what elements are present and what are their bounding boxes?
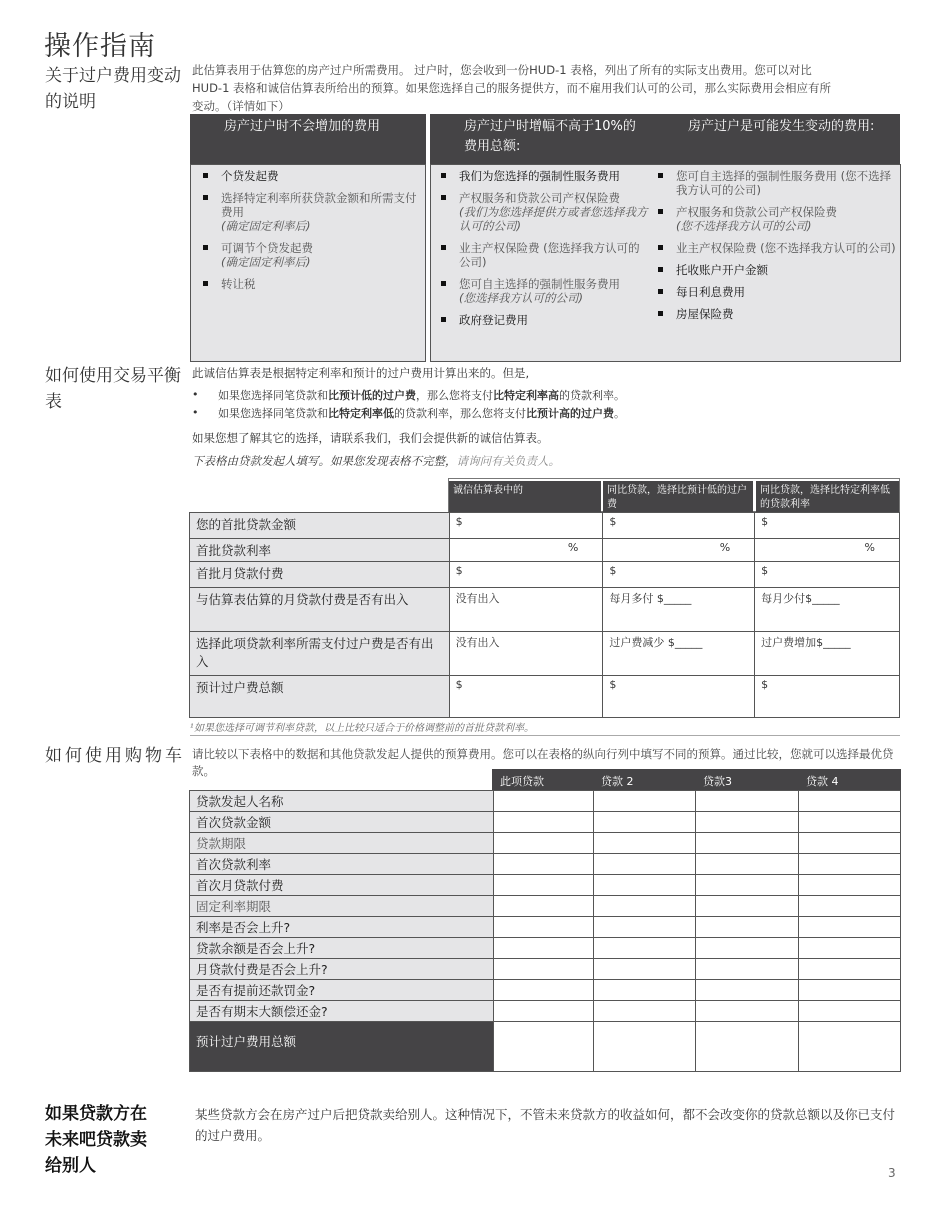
tradeoff-row: [190, 632, 900, 676]
tradeoff-footnote: ¹如果您选择可调节利率贷款，以上比较只适合于价格调整前的首批贷款利率。: [190, 723, 535, 734]
cost-item: 转让税: [199, 277, 417, 291]
tradeoff-lead: 此诚信估算表是根据特定利率和预计的过户费用计算出来的。但是,: [192, 366, 530, 380]
tradeoff-cell[interactable]: $: [755, 676, 900, 718]
shopping-cell[interactable]: [493, 917, 594, 938]
shopping-row-label: 利率是否会上升?: [190, 917, 494, 938]
section-heading-loan-sale: 如果贷款方在未来吧贷款卖给别人: [45, 1104, 147, 1176]
cost-item: 您可自主选择的强制性服务费用 (您不选择我方认可的公司): [654, 169, 896, 197]
tradeoff-bullet-1: 如果您选择同笔贷款和比预计低的过户费，那么您将支付比特定利率高的贷款利率。: [218, 389, 625, 402]
tradeoff-cell[interactable]: 过户费增加$_____: [755, 632, 900, 676]
loan-sale-paragraph: 某些贷款方会在房产过户后把贷款卖给别人。这种情况下，不管未来贷款方的收益如何，都不会改变你的贷款总额以及你已支付的过户费用。: [195, 1107, 896, 1143]
column-header-no-increase: 房产过户时不会增加的费用: [190, 114, 426, 166]
tradeoff-row-label: 首批贷款利率: [190, 539, 450, 562]
shopping-col-header: 此项贷款: [500, 775, 544, 788]
tradeoff-col-header-1: 诚信估算表中的: [449, 481, 601, 512]
shopping-row: [190, 917, 901, 938]
cost-item: 选择特定利率所获贷款金额和所需支付费用 (确定固定利率后): [199, 191, 417, 233]
column-body-may-change: [654, 164, 901, 362]
shopping-cell[interactable]: [799, 980, 901, 1001]
tradeoff-cell[interactable]: 每月多付 $_____: [603, 588, 755, 632]
shopping-cell[interactable]: [799, 875, 901, 896]
section-heading-tradeoff: 如何使用交易平衡表: [45, 366, 181, 412]
tradeoff-instruction: 下表格由贷款发起人填写。如果您发现表格不完整，请询问有关负责人。: [192, 454, 560, 468]
shopping-total-cell[interactable]: [696, 1022, 799, 1072]
shopping-cell[interactable]: [493, 812, 594, 833]
shopping-cell[interactable]: [799, 1001, 901, 1022]
shopping-row-label: 贷款余额是否会上升?: [190, 938, 494, 959]
shopping-total-row: [190, 1022, 901, 1072]
shopping-cell[interactable]: [799, 959, 901, 980]
shopping-cell[interactable]: [696, 854, 799, 875]
tradeoff-cell[interactable]: $: [603, 513, 755, 539]
shopping-row-label: 首次贷款金额: [190, 812, 494, 833]
tradeoff-row: [190, 539, 900, 562]
tradeoff-col-header-3: 同比贷款，选择比特定利率低的贷款利率: [756, 481, 899, 512]
cost-item: 房屋保险费: [654, 307, 896, 321]
shopping-header-bar: [492, 769, 901, 790]
cost-item: 我们为您选择的强制性服务费用: [437, 169, 648, 183]
tradeoff-row-label: 您的首批贷款金额: [190, 513, 450, 539]
shopping-cell[interactable]: [696, 959, 799, 980]
shopping-cell[interactable]: [594, 980, 696, 1001]
shopping-cell[interactable]: [696, 896, 799, 917]
cost-item: 产权服务和贷款公司产权保险费 (您不选择我方认可的公司): [654, 205, 896, 233]
shopping-row: [190, 980, 901, 1001]
shopping-cell[interactable]: [493, 1001, 594, 1022]
shopping-cell[interactable]: [594, 896, 696, 917]
tradeoff-bullet-2: 如果您选择同笔贷款和比特定利率低的贷款利率，那么您将支付比预计高的过户费。: [218, 407, 625, 420]
tradeoff-cell[interactable]: 每月少付$_____: [755, 588, 900, 632]
bullet-dot: •: [192, 388, 199, 401]
tradeoff-row: [190, 588, 900, 632]
shopping-cell[interactable]: [594, 1001, 696, 1022]
column-body-no-increase: [190, 164, 426, 362]
shopping-col-header: 贷款 2: [601, 775, 634, 788]
shopping-cell[interactable]: [799, 917, 901, 938]
shopping-row-label: 是否有提前还款罚金?: [190, 980, 494, 1001]
shopping-total-label: 预计过户费用总额: [190, 1022, 494, 1072]
shopping-cell[interactable]: [493, 959, 594, 980]
shopping-cell[interactable]: [493, 833, 594, 854]
tradeoff-cell[interactable]: $: [449, 513, 603, 539]
tradeoff-table: [189, 512, 900, 718]
tradeoff-cell[interactable]: $: [755, 513, 900, 539]
shopping-cell[interactable]: [696, 1001, 799, 1022]
shopping-intro: 请比较以下表格中的数据和其他贷款发起人提供的预算费用。您可以在表格的纵向行列中填写不同的预算。通过比较，您就可以选择最优贷款。: [192, 747, 894, 778]
tradeoff-row-label: 与估算表估算的月贷款付费是否有出入: [190, 588, 450, 632]
shopping-total-cell[interactable]: [799, 1022, 901, 1072]
column-body-ten-percent: [430, 164, 655, 362]
cost-item: 产权服务和贷款公司产权保险费 (我们为您选择提供方或者您选择我方认可的公司): [437, 191, 648, 233]
shopping-row-label: 月贷款付费是否会上升?: [190, 959, 494, 980]
shopping-row: [190, 833, 901, 854]
shopping-cell[interactable]: [799, 854, 901, 875]
cost-item: 政府登记费用: [437, 313, 648, 327]
shopping-cell[interactable]: [493, 875, 594, 896]
tradeoff-cell[interactable]: $: [603, 676, 755, 718]
shopping-row-label: 首次贷款利率: [190, 854, 494, 875]
tradeoff-cell[interactable]: $: [449, 562, 603, 588]
shopping-cell[interactable]: [594, 938, 696, 959]
tradeoff-cell[interactable]: $: [603, 562, 755, 588]
shopping-cell[interactable]: [493, 938, 594, 959]
shopping-row: [190, 812, 901, 833]
tradeoff-col-header-2: 同比贷款，选择比预计低的过户费: [603, 481, 753, 512]
shopping-cell[interactable]: [493, 896, 594, 917]
shopping-cell[interactable]: [594, 875, 696, 896]
shopping-row: [190, 1001, 901, 1022]
section-heading-closing-cost-changes: 关于过户费用变动的说明: [45, 66, 181, 112]
intro-paragraph: 此估算表用于估算您的房产过户所需费用。 过户时，您会收到一份HUD-1 表格，列出了所有的实际支出费用。您可以对比 HUD-1 表格和诚信估算表所给出的预算。如果您选择自己的服务提供方，而不雇用我们认可的公司，那么实际费用会相应有所变动。（详情如下）: [192, 63, 832, 113]
shopping-row-label: 固定利率期限: [190, 896, 494, 917]
page-number: 3: [888, 1166, 896, 1180]
shopping-cell[interactable]: [799, 812, 901, 833]
bullet-dot: •: [192, 406, 199, 419]
tradeoff-row: [190, 676, 900, 718]
shopping-row: [190, 854, 901, 875]
tradeoff-row-label: 预计过户费总额: [190, 676, 450, 718]
shopping-cell[interactable]: [696, 875, 799, 896]
tradeoff-row-label: 首批月贷款付费: [190, 562, 450, 588]
shopping-row: [190, 791, 901, 812]
tradeoff-contact: 如果您想了解其它的选择，请联系我们，我们会提供新的诚信估算表。: [192, 431, 549, 445]
shopping-cell[interactable]: [594, 812, 696, 833]
cost-item: 您可自主选择的强制性服务费用 (您选择我方认可的公司): [437, 277, 648, 305]
shopping-cell[interactable]: [594, 833, 696, 854]
cost-item: 个贷发起费: [199, 169, 417, 183]
cost-item: 业主产权保险费 (您选择我方认可的公司): [437, 241, 648, 269]
tradeoff-cell[interactable]: %: [603, 539, 755, 562]
tradeoff-cell[interactable]: %: [755, 539, 900, 562]
shopping-cell[interactable]: [493, 980, 594, 1001]
shopping-cell[interactable]: [696, 833, 799, 854]
shopping-cell[interactable]: [696, 980, 799, 1001]
shopping-row: [190, 938, 901, 959]
shopping-row: [190, 959, 901, 980]
shopping-cell[interactable]: [799, 896, 901, 917]
shopping-cell[interactable]: [799, 791, 901, 812]
shopping-cell[interactable]: [594, 917, 696, 938]
shopping-cell[interactable]: [696, 812, 799, 833]
shopping-cell[interactable]: [696, 917, 799, 938]
page-title: 操作指南: [44, 31, 156, 62]
shopping-cell[interactable]: [493, 791, 594, 812]
shopping-row: [190, 896, 901, 917]
tradeoff-row: [190, 513, 900, 539]
tradeoff-row: [190, 562, 900, 588]
tradeoff-cell[interactable]: %: [449, 539, 603, 562]
tradeoff-cell[interactable]: $: [755, 562, 900, 588]
divider: [190, 735, 900, 736]
cost-item: 托收账户开户金额: [654, 263, 896, 277]
shopping-row-label: 贷款发起人名称: [190, 791, 494, 812]
shopping-col-header: 贷款 4: [806, 775, 839, 788]
tradeoff-cell[interactable]: $: [449, 676, 603, 718]
shopping-cell[interactable]: [799, 833, 901, 854]
shopping-row: [190, 875, 901, 896]
shopping-cell[interactable]: [594, 791, 696, 812]
cost-item: 每日利息费用: [654, 285, 896, 299]
shopping-col-header: 贷款3: [703, 775, 732, 788]
column-header-ten-percent: 房产过户时增幅不高于10%的费用总额:: [464, 119, 636, 154]
column-header-may-change: 房产过户是可能发生变动的费用:: [688, 119, 875, 134]
cost-item: 可调节个贷发起费 (确定固定利率后): [199, 241, 417, 269]
tradeoff-cell[interactable]: 没有出入: [449, 588, 603, 632]
shopping-table: [189, 790, 901, 1072]
shopping-total-cell[interactable]: [594, 1022, 696, 1072]
shopping-cell[interactable]: [594, 854, 696, 875]
tradeoff-cell[interactable]: 没有出入: [449, 632, 603, 676]
shopping-cell[interactable]: [594, 959, 696, 980]
shopping-row-label: 贷款期限: [190, 833, 494, 854]
shopping-cell[interactable]: [799, 938, 901, 959]
shopping-total-cell[interactable]: [493, 1022, 594, 1072]
tradeoff-row-label: 选择此项贷款利率所需支付过户费是否有出入: [190, 632, 450, 676]
shopping-row-label: 是否有期末大额偿还金?: [190, 1001, 494, 1022]
shopping-cell[interactable]: [696, 938, 799, 959]
shopping-row-label: 首次月贷款付费: [190, 875, 494, 896]
tradeoff-cell[interactable]: 过户费减少 $_____: [603, 632, 755, 676]
cost-item: 业主产权保险费 (您不选择我方认可的公司): [654, 241, 896, 255]
shopping-cell[interactable]: [696, 791, 799, 812]
shopping-cell[interactable]: [493, 854, 594, 875]
section-heading-shopping-cart: 如何使用购物车: [45, 746, 185, 766]
